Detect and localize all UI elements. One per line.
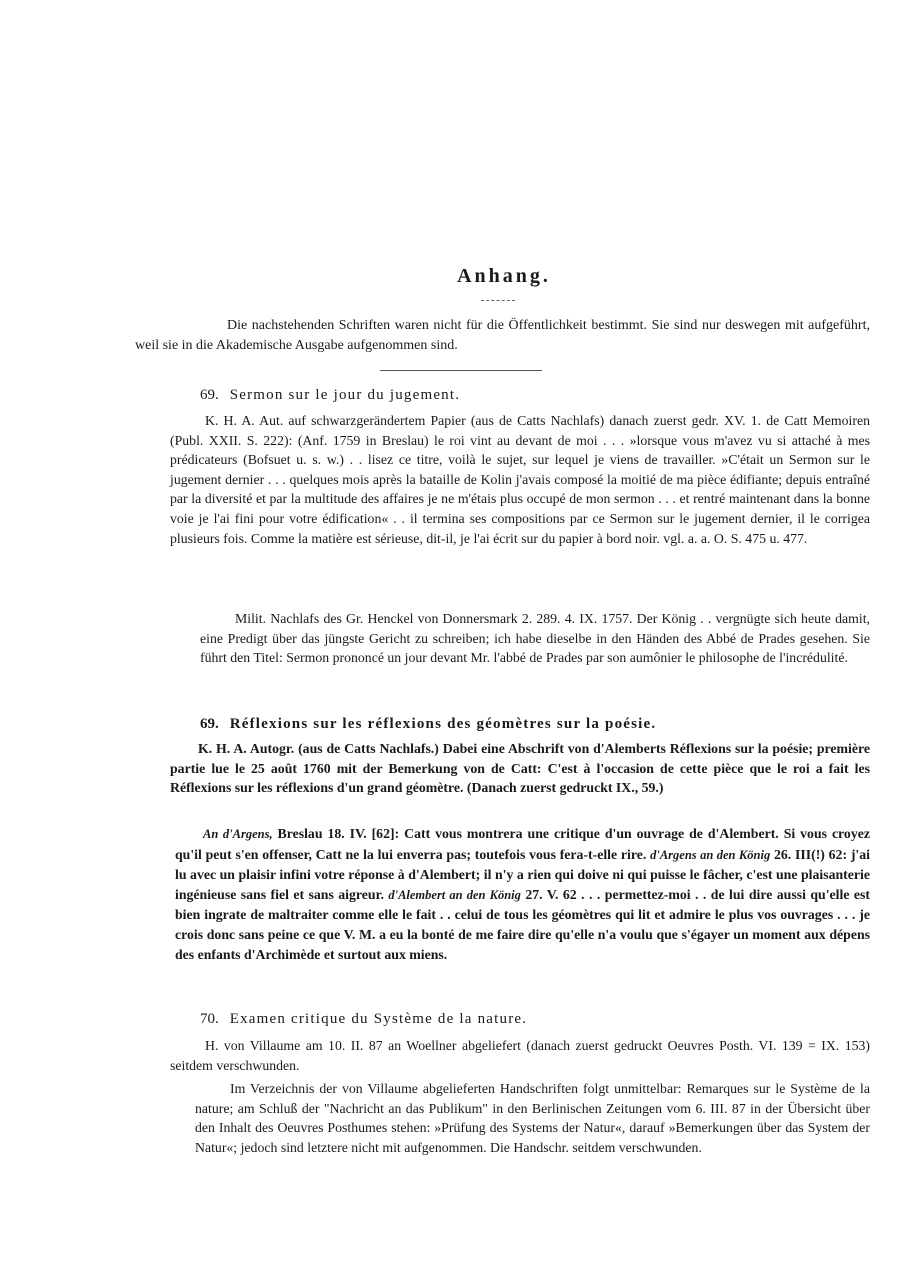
letter-addressee: An d'Argens, [203,827,273,841]
section-number: 70. [200,1011,219,1027]
page-title: Anhang. [457,265,551,287]
section-divider [380,370,542,371]
letter-text: Breslau 18. IV. [62]: Catt vous montrera une critique d'un ouvrage de d'Alembert. Si vous croyez qu'il peut s'en offenser, Catt ne la lui enverra pas; toutefois vous fera-t-elle rire. [175,826,870,862]
section-number: 69. [200,716,219,732]
letter-addressee: d'Alembert an den König [388,887,521,902]
intro-paragraph: Die nachstehenden Schriften waren nicht für die Öffentlichkeit bestimmt. Sie sind nur deswegen mit aufgeführt, weil sie in die Akademische Ausgabe aufgenommen sind. [135,318,870,353]
section-title: Examen critique du Système de la nature. [229,1011,528,1027]
section-paragraph: Im Verzeichnis der von Villaume abgelieferten Handschriften folgt unmittelbar: Remarques sur le Système de la nature; am Schluß der "Nachricht an das Publikum" in den Berlinischen Zeitungen vom 6. III. 87 in der Übersicht über den Inhalt des Oeuvres Posthumes stehen: »Prüfung des Systems der Natur«, darauf »Bemerkungen über das System der Natur«; jedoch sind letztere nicht mit aufgenommen. Die Handschr. seitdem verschwunden. [195,1081,870,1155]
section-title: Réflexions sur les réflexions des géomètres sur la poésie. [229,716,657,732]
section-paragraph: Milit. Nachlafs des Gr. Henckel von Donnersmark 2. 289. 4. IX. 1757. Der König . . vergnügte sich heute damit, eine Predigt über das jüngste Gericht zu schreiben; ich habe dieselbe in den Händen des Abbé de Prades gesehen. Sie führt den Titel: Sermon prononcé un jour devant Mr. l'abbé de Prades par son aumônier le philosophe de l'incrédulité. [200,611,870,666]
letter-excerpts [175,824,870,964]
section-heading-sermon [200,387,460,404]
section-paragraph: K. H. A. Autogr. (aus de Catts Nachlafs.) Dabei eine Abschrift von d'Alemberts Réflexions sur la poésie; première partie lue le 25 août 1760 mit der Bemerkung von de Catt: C'est à l'occasion de cette pièce que le roi a fait les Réflexions sur les réflexions d'un grand géomètre. (Danach zuerst gedruckt IX., 59.) [170,741,870,796]
section-paragraph: K. H. A. Aut. auf schwarzgerändertem Papier (aus de Catts Nachlafs) danach zuerst gedr. XV. 1. de Catt Memoiren (Publ. XXII. S. 222): (Anf. 1759 in Breslau) le roi vint au devant de moi . . . »lorsque vous m'avez vu si attaché à mes prédicateurs (Bofsuet u. s. w.) . . lisez ce titre, voilà le sujet, sur lequel je viens de travailler. »C'était un Sermon sur le jugement dernier . . . quelques mois après la bataille de Kolin j'avais composé la moitié de ma pièce édifiante; depuis entraîné par la diversité et par la multitude des affaires je ne m'étais plus occupé de mon sermon . . . et rentré maintenant dans la bonne voie je l'ai fini pour votre édification« . . il termina ses compositions par ce Sermon sur le jugement dernier, il le corrigea plusieurs fois. Comme la matière est sérieuse, dit-il, je l'ai écrit sur du papier à bord noir. vgl. a. a. O. S. 475 u. 477. [170,413,870,546]
section-number: 69. [200,387,219,403]
letter-text: 27. V. 62 . . . permettez-moi . . de lui dire aussi qu'elle est bien ingrate de maltraiter comme elle le fait . . celui de tous les géomètres qui lit et admire le plus vos ouvrages . . . je crois donc sans peine ce que V. M. a eu la bonté de me faire dire qu'elle n'a voulu que s'égayer un moment aux dépens des enfants d'Archimède et surtout aux miens. [175,886,871,962]
title-ornament [481,300,515,301]
letter-text: 26. III(!) 62: j'ai lu avec un plaisir infini votre réponse à d'Alembert; il n'y a rien qui doive ni qui puisse le fâcher, c'est une plaisanterie ingénieuse sans fiel et sans aigreur. [175,846,870,902]
section-title: Sermon sur le jour du jugement. [229,387,461,403]
letter-addressee: d'Argens an den König [650,847,771,862]
section-paragraph: H. von Villaume am 10. II. 87 an Woellner abgeliefert (danach zuerst gedruckt Oeuvres Posth. VI. 139 = IX. 153) seitdem verschwunden. [170,1038,870,1073]
section-heading-reflexions [200,716,656,733]
section-heading-examen [200,1011,527,1028]
